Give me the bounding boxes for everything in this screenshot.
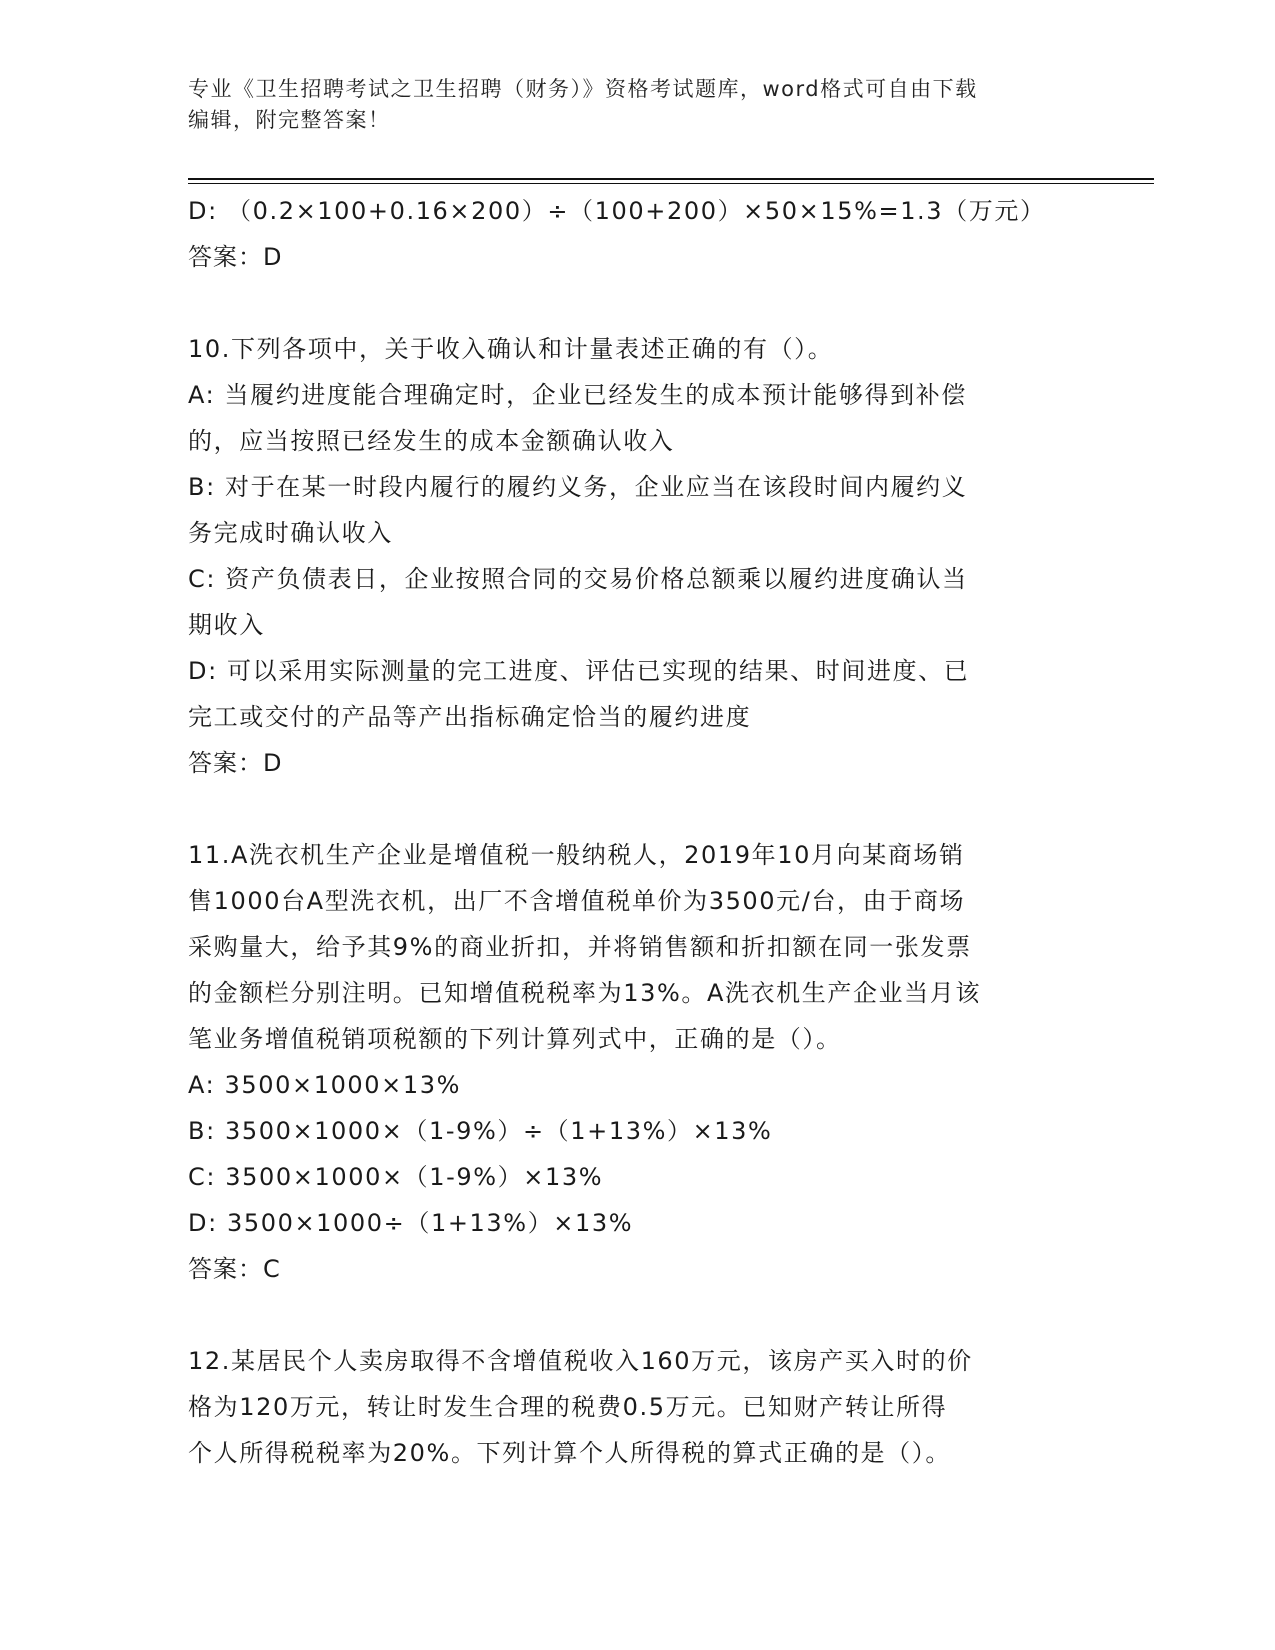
q11-stem-line-5: 笔业务增值税销项税额的下列计算列式中，正确的是（）。 [188, 1025, 842, 1053]
q10-option-b-line-1: B: 对于在某一时段内履行的履约义务，企业应当在该段时间内履约义 [188, 473, 968, 501]
q11-stem-line-4: 的金额栏分别注明。已知增值税税率为13%。A洗衣机生产企业当月该 [188, 979, 981, 1007]
q10-option-d-line-2: 完工或交付的产品等产出指标确定恰当的履约进度 [188, 703, 752, 731]
q12-stem-line-2: 格为120万元，转让时发生合理的税费0.5万元。已知财产转让所得 [188, 1393, 948, 1421]
q10-option-a-line-2: 的，应当按照已经发生的成本金额确认收入 [188, 427, 675, 455]
q10-option-c-line-2: 期收入 [188, 611, 265, 639]
q9-answer: 答案：D [188, 243, 283, 271]
spacer [188, 786, 1088, 832]
q12-stem-line-1: 12.某居民个人卖房取得不含增值税收入160万元，该房产买入时的价 [188, 1347, 973, 1375]
header-rule-thick [188, 178, 1154, 180]
q11-answer: 答案：C [188, 1255, 281, 1283]
q10-option-b-line-2: 务完成时确认收入 [188, 519, 393, 547]
q11-option-a: A: 3500×1000×13% [188, 1071, 462, 1099]
q10-stem: 10.下列各项中，关于收入确认和计量表述正确的有（）。 [188, 335, 834, 363]
q11-stem-line-3: 采购量大，给予其9%的商业折扣，并将销售额和折扣额在同一张发票 [188, 933, 972, 961]
spacer [188, 280, 1088, 326]
q11-stem-line-2: 售1000台A型洗衣机，出厂不含增值税单价为3500元/台，由于商场 [188, 887, 966, 915]
q11-option-c: C: 3500×1000×（1-9%）×13% [188, 1163, 604, 1191]
question-content [188, 188, 1088, 1476]
header-line-1: 专业《卫生招聘考试之卫生招聘（财务）》资格考试题库，word格式可自由下载 [188, 77, 978, 101]
q10-option-d-line-1: D: 可以采用实际测量的完工进度、评估已实现的结果、时间进度、已 [188, 657, 970, 685]
q10-option-a-line-1: A: 当履约进度能合理确定时，企业已经发生的成本预计能够得到补偿 [188, 381, 967, 409]
spacer [188, 1292, 1088, 1338]
q12-stem-line-3: 个人所得税税率为20%。下列计算个人所得税的算式正确的是（）。 [188, 1439, 951, 1467]
header-line-2: 编辑，附完整答案！ [188, 108, 391, 132]
q11-option-b: B: 3500×1000×（1-9%）÷（1+13%）×13% [188, 1117, 773, 1145]
page-header [188, 74, 1068, 136]
q9-option-d: D: （0.2×100+0.16×200）÷（100+200）×50×15%=1.3（万元） [188, 197, 1046, 225]
q11-option-d: D: 3500×1000÷（1+13%）×13% [188, 1209, 634, 1237]
q11-stem-line-1: 11.A洗衣机生产企业是增值税一般纳税人，2019年10月向某商场销 [188, 841, 965, 869]
q10-answer: 答案：D [188, 749, 283, 777]
header-rule-thin [188, 183, 1154, 184]
q10-option-c-line-1: C: 资产负债表日，企业按照合同的交易价格总额乘以履约进度确认当 [188, 565, 968, 593]
